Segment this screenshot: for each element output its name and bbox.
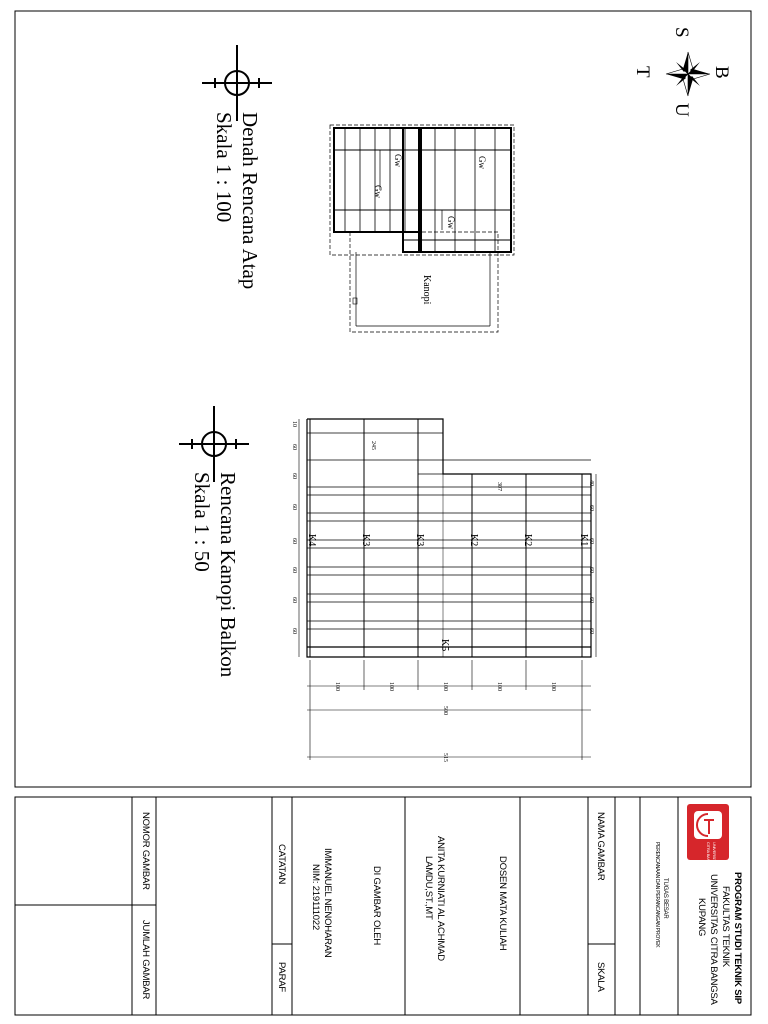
dim-bottom: 100 (496, 682, 502, 691)
beam-label: K3 (414, 534, 425, 547)
dim-left: 60 (291, 444, 297, 450)
lecturer-name: ANITA KURNIATI AL ACHMAD (435, 836, 446, 961)
compass-label-s: S (671, 27, 692, 38)
dim-inner: 307 (496, 482, 502, 491)
beam-label: K3 (360, 534, 371, 547)
dim-bottom: 100 (334, 682, 340, 691)
dim-right: 40 (588, 480, 594, 486)
lecturer-degree: LAMDU,ST.,MT (423, 856, 434, 920)
beam-label: K1 (578, 534, 589, 547)
dim-total-outer: 515 (442, 753, 448, 762)
gutter-label-2: Gw (373, 185, 383, 198)
dim-bottom: 100 (388, 682, 394, 691)
sheet-count-label: JUMLAH GAMBAR (140, 920, 151, 1000)
canopy-plan-scale: Skala 1 : 50 (190, 472, 214, 572)
dim-right: 60 (588, 538, 594, 544)
gutter-label-4: Gw (446, 216, 456, 229)
dim-right: 60 (588, 597, 594, 603)
dim-right: 60 (588, 505, 594, 511)
task-label: TUGAS BESAR (662, 878, 668, 919)
dim-left: 60 (291, 504, 297, 510)
north-symbol-roof (202, 45, 272, 121)
beam-label: K2 (522, 534, 533, 547)
beam-label-k5: K5 (439, 639, 450, 652)
compass-rose (666, 52, 710, 96)
institution-line-4: KUPANG (696, 898, 707, 937)
course-label: PERENCANAAN DAN PERANCANGAN PROYEK (654, 842, 660, 948)
dim-bottom: 100 (442, 682, 448, 691)
title-block-border (15, 797, 751, 1015)
dim-inner: 245 (370, 441, 376, 450)
compass-label-u: U (671, 103, 692, 117)
roof-outline-left (334, 128, 420, 232)
sign-label: PARAF (276, 962, 287, 992)
logo-text-1: UNIVERSITAS (712, 842, 717, 867)
dim-right: 60 (588, 628, 594, 634)
drawing-name-label: NAMA GAMBAR (595, 812, 606, 881)
dim-left: 60 (291, 597, 297, 603)
lecturer-label: DOSEN MATA KULIAH (497, 856, 508, 951)
canopy-label: Kanopi (421, 275, 432, 305)
student-nim: NIM: 219111022 (310, 864, 321, 931)
dim-left: 60 (291, 628, 297, 634)
compass-label-b: B (711, 66, 732, 79)
gutter-label-3: Gw (477, 156, 487, 169)
dim-bottom: 100 (550, 682, 556, 691)
dim-right: 60 (588, 567, 594, 573)
student-name: IMMANUEL NENOHARAN (322, 848, 333, 958)
canopy-plan-title: Rencana Kanopi Balkon (216, 472, 240, 678)
dim-left: 10 (291, 421, 297, 427)
scale-label: SKALA (595, 962, 606, 992)
dim-left: 60 (291, 538, 297, 544)
roof-plan-title: Denah Rencana Atap (238, 112, 262, 290)
beam-label: K4 (306, 534, 317, 547)
notes-label: CATATAN (276, 844, 287, 885)
institution-line-3: UNIVERSITAS CITRA BANGSA (708, 874, 719, 1005)
compass-label-t: T (632, 66, 653, 78)
dim-left: 60 (291, 473, 297, 479)
institution-line-1: PROGRAM STUDI TEKNIK SIP (732, 872, 743, 1004)
roof-plan-scale: Skala 1 : 100 (212, 112, 236, 223)
institution-line-2: FAKULTAS TEKNIK (720, 886, 731, 967)
drawn-by-label: DI GAMBAR OLEH (371, 866, 382, 946)
north-symbol-canopy (179, 406, 249, 482)
dim-left: 60 (291, 567, 297, 573)
beam-label: K2 (468, 534, 479, 547)
title-block-grid (15, 797, 678, 1015)
logo-text-2: CITRA BANGSA (706, 842, 711, 870)
dim-total-inner: 500 (442, 706, 448, 715)
drawing-no-label: NOMOR GAMBAR (140, 812, 151, 890)
gutter-label-1: Gw (393, 154, 403, 167)
